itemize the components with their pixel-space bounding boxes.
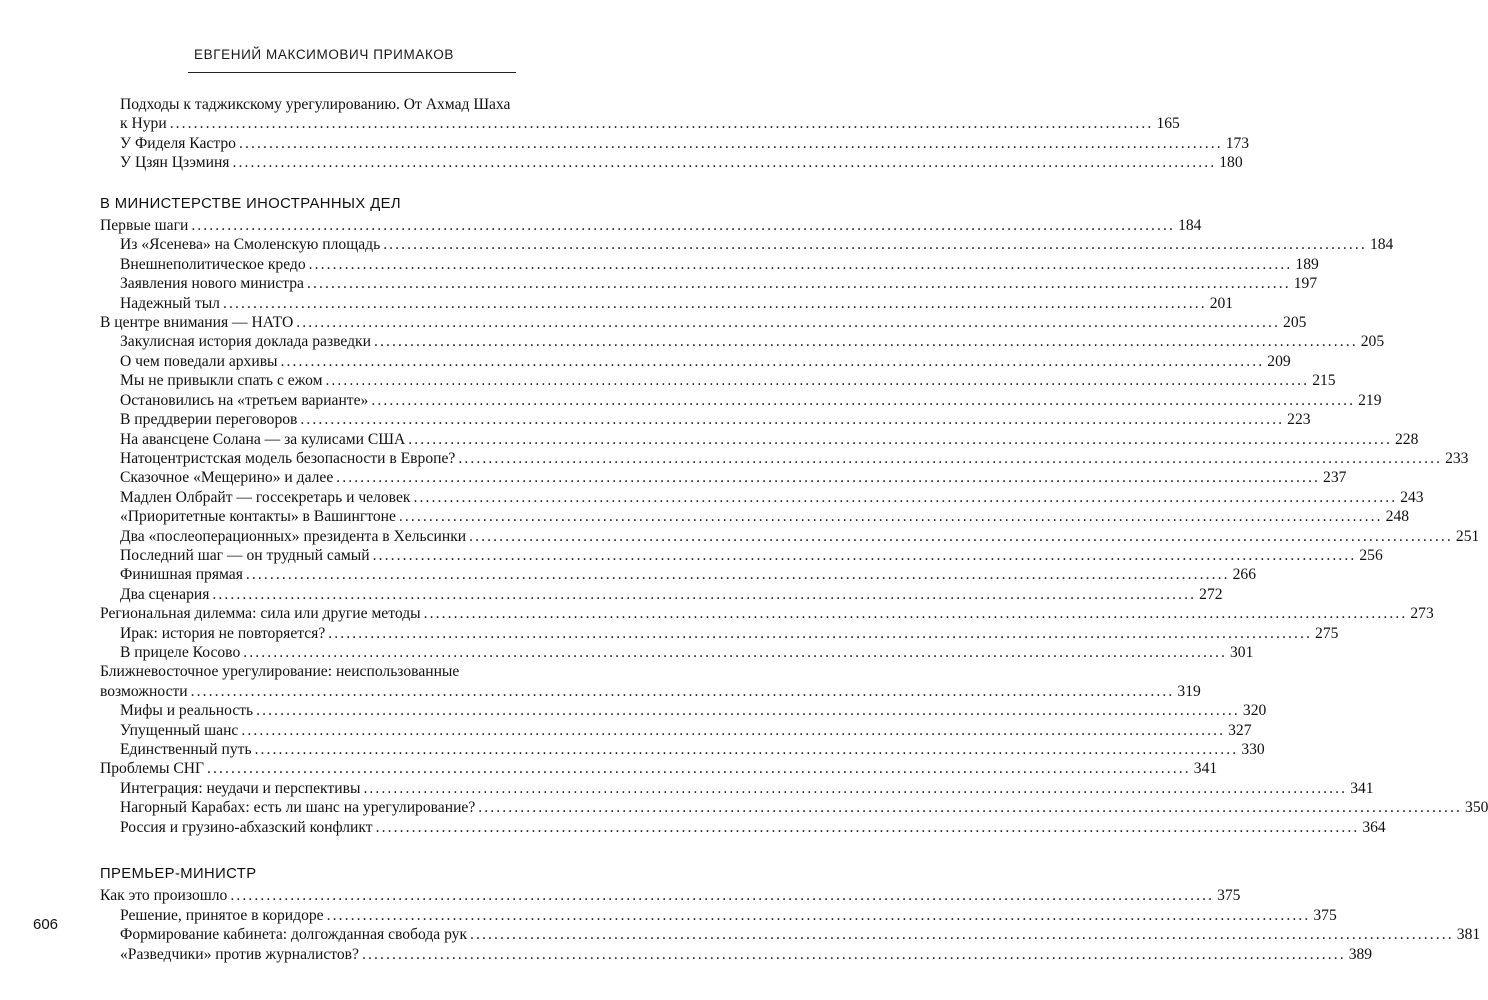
toc-entry-title: Упущенный шанс bbox=[120, 721, 239, 739]
toc-entry bbox=[100, 410, 1311, 429]
toc-entry-title: Натоцентристская модель безопасности в Европе? bbox=[120, 449, 456, 467]
toc-entry-title: На авансцене Солана — за кулисами США bbox=[120, 430, 406, 448]
header-rule bbox=[188, 72, 516, 73]
toc-page-number: 266 bbox=[1232, 566, 1257, 584]
dot-leader: .................................................................................................................................................................... bbox=[254, 741, 1239, 758]
toc-page-number: 233 bbox=[1445, 449, 1469, 467]
dot-leader: .................................................................................................................................................................... bbox=[222, 294, 1207, 312]
dot-leader: .................................................................................................................................................................... bbox=[243, 643, 1227, 661]
dot-leader: .................................................................................................................................................................... bbox=[238, 134, 1223, 152]
dot-leader: .................................................................................................................................................................... bbox=[469, 527, 1453, 545]
toc-page-number: 243 bbox=[1400, 488, 1424, 506]
toc-entry-title: Закулисная история доклада разведки bbox=[120, 333, 371, 351]
toc-entry bbox=[100, 468, 1347, 487]
toc-page-number: 381 bbox=[1456, 926, 1481, 944]
toc-page-number: 184 bbox=[1178, 217, 1202, 235]
toc-entry bbox=[100, 488, 1424, 507]
dot-leader: .................................................................................................................................................................... bbox=[373, 333, 1358, 351]
toc-chapter-title: В центре внимания — НАТО bbox=[100, 314, 294, 332]
toc-entry-title: Внешнеполитическое кредо bbox=[120, 255, 306, 273]
toc-page-number: 184 bbox=[1369, 236, 1394, 254]
toc-page-number: 327 bbox=[1228, 721, 1252, 739]
toc-entry-title: Решение, принятое в коридоре bbox=[120, 906, 324, 924]
toc-entry bbox=[100, 701, 1267, 720]
toc-page-number: 256 bbox=[1359, 546, 1383, 564]
dot-leader: .................................................................................................................................................................... bbox=[363, 779, 1348, 797]
dot-leader: .................................................................................................................................................................... bbox=[408, 430, 1392, 448]
toc-page-number: 389 bbox=[1348, 945, 1373, 963]
toc-page-number: 273 bbox=[1410, 605, 1434, 623]
dot-leader: .................................................................................................................................................................... bbox=[232, 154, 1217, 172]
toc-entry bbox=[100, 565, 1257, 584]
dot-leader: .................................................................................................................................................................... bbox=[383, 236, 1367, 254]
toc-page-number: 165 bbox=[1156, 115, 1180, 133]
running-head: ЕВГЕНИЙ МАКСИМОВИЧ ПРИМАКОВ bbox=[194, 47, 454, 62]
toc-entry bbox=[100, 643, 1254, 662]
toc-page-number: 301 bbox=[1230, 643, 1254, 661]
toc-page-number: 201 bbox=[1209, 294, 1234, 312]
section-heading: В МИНИСТЕРСТВЕ ИНОСТРАННЫХ ДЕЛ bbox=[100, 195, 402, 212]
dot-leader: .................................................................................................................................................................... bbox=[336, 469, 1321, 487]
toc-chapter bbox=[100, 886, 1241, 905]
toc-chapter bbox=[100, 759, 1218, 778]
toc-entry-title: Мадлен Олбрайт — госсекретарь и человек bbox=[120, 488, 411, 506]
toc-page-number: 375 bbox=[1217, 887, 1241, 905]
toc-page-number: 180 bbox=[1219, 154, 1243, 172]
dot-leader: .................................................................................................................................................................... bbox=[328, 624, 1313, 642]
toc-entry bbox=[100, 546, 1383, 565]
dot-leader: .................................................................................................................................................................... bbox=[212, 585, 1197, 603]
toc-chapter-title: Региональная дилемма: сила или другие методы bbox=[100, 605, 421, 623]
toc-entry-title: Нагорный Карабах: есть ли шанс на урегулирование? bbox=[120, 799, 476, 817]
toc-chapter-title: возможности bbox=[100, 682, 188, 700]
toc-entry-title: Единственный путь bbox=[120, 741, 252, 758]
dot-leader: .................................................................................................................................................................... bbox=[375, 818, 1360, 836]
toc-page-number: 189 bbox=[1295, 255, 1319, 273]
toc-entry-title: Формирование кабинета: долгожданная свобода рук bbox=[120, 926, 468, 944]
toc-page-number: 330 bbox=[1241, 741, 1265, 758]
toc-chapter-title: Проблемы СНГ bbox=[100, 760, 205, 778]
dot-leader: .................................................................................................................................................................... bbox=[326, 906, 1311, 924]
toc-page-number: 197 bbox=[1293, 275, 1318, 293]
toc-page-number: 275 bbox=[1315, 624, 1339, 642]
toc-entry bbox=[100, 134, 1250, 153]
toc-entry bbox=[100, 391, 1382, 410]
toc-entry bbox=[100, 235, 1394, 254]
toc-entry bbox=[100, 507, 1410, 526]
dot-leader: .................................................................................................................................................................... bbox=[300, 411, 1285, 429]
toc-entry bbox=[100, 906, 1337, 925]
dot-leader: .................................................................................................................................................................... bbox=[458, 449, 1443, 467]
dot-leader: .................................................................................................................................................................... bbox=[207, 760, 1191, 778]
page-number: 606 bbox=[33, 916, 59, 933]
toc-entry-title: к Нури bbox=[120, 115, 167, 133]
dot-leader: .................................................................................................................................................................... bbox=[241, 721, 1226, 739]
toc-entry-title: Остановились на «третьем варианте» bbox=[120, 391, 369, 409]
toc-page-number: 375 bbox=[1313, 906, 1337, 924]
toc-page-number: 228 bbox=[1395, 430, 1419, 448]
toc-page-number: 215 bbox=[1312, 372, 1336, 390]
dot-leader: .................................................................................................................................................................... bbox=[190, 682, 1175, 700]
toc-entry bbox=[100, 798, 1488, 817]
toc-entry bbox=[100, 585, 1223, 604]
table-of-contents bbox=[100, 95, 1488, 964]
toc-entry-title: Из «Ясенева» на Смоленскую площадь bbox=[120, 236, 381, 254]
toc-page-number: 319 bbox=[1177, 682, 1201, 700]
toc-entry bbox=[100, 332, 1385, 351]
toc-entry bbox=[100, 925, 1481, 944]
toc-page-number: 237 bbox=[1323, 469, 1347, 487]
toc-page-number: 341 bbox=[1193, 760, 1218, 778]
toc-entry-title: Сказочное «Мещерино» и далее bbox=[120, 469, 334, 487]
toc-entry-title: У Цзян Цзэминя bbox=[120, 154, 230, 172]
dot-leader: .................................................................................................................................................................... bbox=[230, 887, 1215, 905]
toc-entry bbox=[100, 352, 1291, 371]
toc-entry bbox=[100, 371, 1336, 390]
toc-entry-title: В прицеле Косово bbox=[120, 643, 241, 661]
dot-leader: .................................................................................................................................................................... bbox=[308, 255, 1293, 273]
toc-entry-title: Два «послеоперационных» президента в Хельсинки bbox=[120, 527, 467, 545]
toc-entry bbox=[100, 818, 1386, 837]
toc-chapter bbox=[100, 604, 1434, 623]
toc-entry-title: Ирак: история не повторяется? bbox=[120, 624, 326, 642]
dot-leader: .................................................................................................................................................................... bbox=[296, 314, 1281, 332]
toc-entry-title: У Фиделя Кастро bbox=[120, 134, 236, 152]
toc-entry bbox=[100, 114, 1180, 133]
section-heading: ПРЕМЬЕР-МИНИСТР bbox=[100, 866, 257, 883]
toc-page-number: 341 bbox=[1350, 779, 1374, 797]
toc-entry-title: Надежный тыл bbox=[120, 294, 220, 312]
toc-chapter-title: Как это произошло bbox=[100, 887, 228, 905]
toc-page-number: 173 bbox=[1225, 134, 1250, 152]
toc-entry bbox=[100, 294, 1234, 313]
toc-page-number: 205 bbox=[1360, 333, 1385, 351]
toc-chapter bbox=[100, 216, 1202, 235]
toc-chapter-title: Первые шаги bbox=[100, 217, 189, 235]
dot-leader: .................................................................................................................................................................... bbox=[470, 926, 1454, 944]
toc-chapter bbox=[100, 313, 1307, 332]
toc-entry-title: Два сценария bbox=[120, 585, 210, 603]
dot-leader: .................................................................................................................................................................... bbox=[245, 566, 1230, 584]
toc-page-number: 350 bbox=[1465, 799, 1488, 817]
dot-leader: .................................................................................................................................................................... bbox=[169, 115, 1154, 133]
toc-entry bbox=[100, 255, 1319, 274]
dot-leader: .................................................................................................................................................................... bbox=[280, 352, 1265, 370]
toc-entry-title: «Приоритетные контакты» в Вашингтоне bbox=[120, 508, 396, 526]
toc-entry bbox=[100, 779, 1374, 798]
toc-page-number: 205 bbox=[1283, 314, 1307, 332]
dot-leader: .................................................................................................................................................................... bbox=[191, 217, 1176, 235]
toc-page-number: 272 bbox=[1199, 585, 1223, 603]
dot-leader: .................................................................................................................................................................... bbox=[413, 488, 1398, 506]
toc-entry-title: Мы не привыкли спать с ежом bbox=[120, 372, 323, 390]
dot-leader: .................................................................................................................................................................... bbox=[325, 372, 1310, 390]
toc-entry-title: О чем поведали архивы bbox=[120, 352, 278, 370]
dot-leader: .................................................................................................................................................................... bbox=[398, 508, 1383, 526]
toc-entry-title: Россия и грузино-абхазский конфликт bbox=[120, 818, 373, 836]
toc-entry-title: В преддверии переговоров bbox=[120, 411, 298, 429]
toc-chapter bbox=[100, 682, 1201, 701]
toc-page-number: 223 bbox=[1287, 411, 1311, 429]
toc-entry-title: Мифы и реальность bbox=[120, 702, 254, 720]
toc-chapter-title-line: Ближневосточное урегулирование: неиспользованные bbox=[100, 663, 460, 681]
toc-entry-title: Интеграция: неудачи и перспективы bbox=[120, 779, 361, 797]
toc-page-number: 248 bbox=[1385, 508, 1410, 526]
toc-page-number: 209 bbox=[1267, 352, 1291, 370]
dot-leader: .................................................................................................................................................................... bbox=[372, 546, 1357, 564]
toc-page-number: 364 bbox=[1362, 818, 1386, 836]
toc-entry-title: Финишная прямая bbox=[120, 566, 243, 584]
toc-entry bbox=[100, 721, 1252, 740]
toc-page-number: 320 bbox=[1242, 702, 1267, 720]
toc-entry bbox=[100, 449, 1469, 468]
toc-entry bbox=[100, 624, 1339, 643]
dot-leader: .................................................................................................................................................................... bbox=[361, 945, 1346, 963]
dot-leader: .................................................................................................................................................................... bbox=[256, 702, 1240, 720]
toc-entry bbox=[100, 527, 1480, 546]
dot-leader: .................................................................................................................................................................... bbox=[371, 391, 1356, 409]
toc-page-number: 251 bbox=[1455, 527, 1480, 545]
toc-entry bbox=[100, 430, 1419, 449]
dot-leader: .................................................................................................................................................................... bbox=[306, 275, 1291, 293]
toc-entry bbox=[100, 274, 1318, 293]
toc-page-number: 219 bbox=[1358, 391, 1382, 409]
toc-entry-title-line: Подходы к таджикскому урегулированию. От Ахмад Шаха bbox=[120, 96, 511, 113]
toc-entry bbox=[100, 945, 1373, 964]
toc-entry-title: Последний шаг — он трудный самый bbox=[120, 546, 370, 564]
toc-entry bbox=[100, 153, 1243, 172]
toc-entry-title: «Разведчики» против журналистов? bbox=[120, 945, 359, 963]
toc-entry bbox=[100, 740, 1265, 759]
dot-leader: .................................................................................................................................................................... bbox=[423, 605, 1408, 623]
toc-entry-title: Заявления нового министра bbox=[120, 275, 304, 293]
dot-leader: .................................................................................................................................................................... bbox=[478, 799, 1463, 817]
